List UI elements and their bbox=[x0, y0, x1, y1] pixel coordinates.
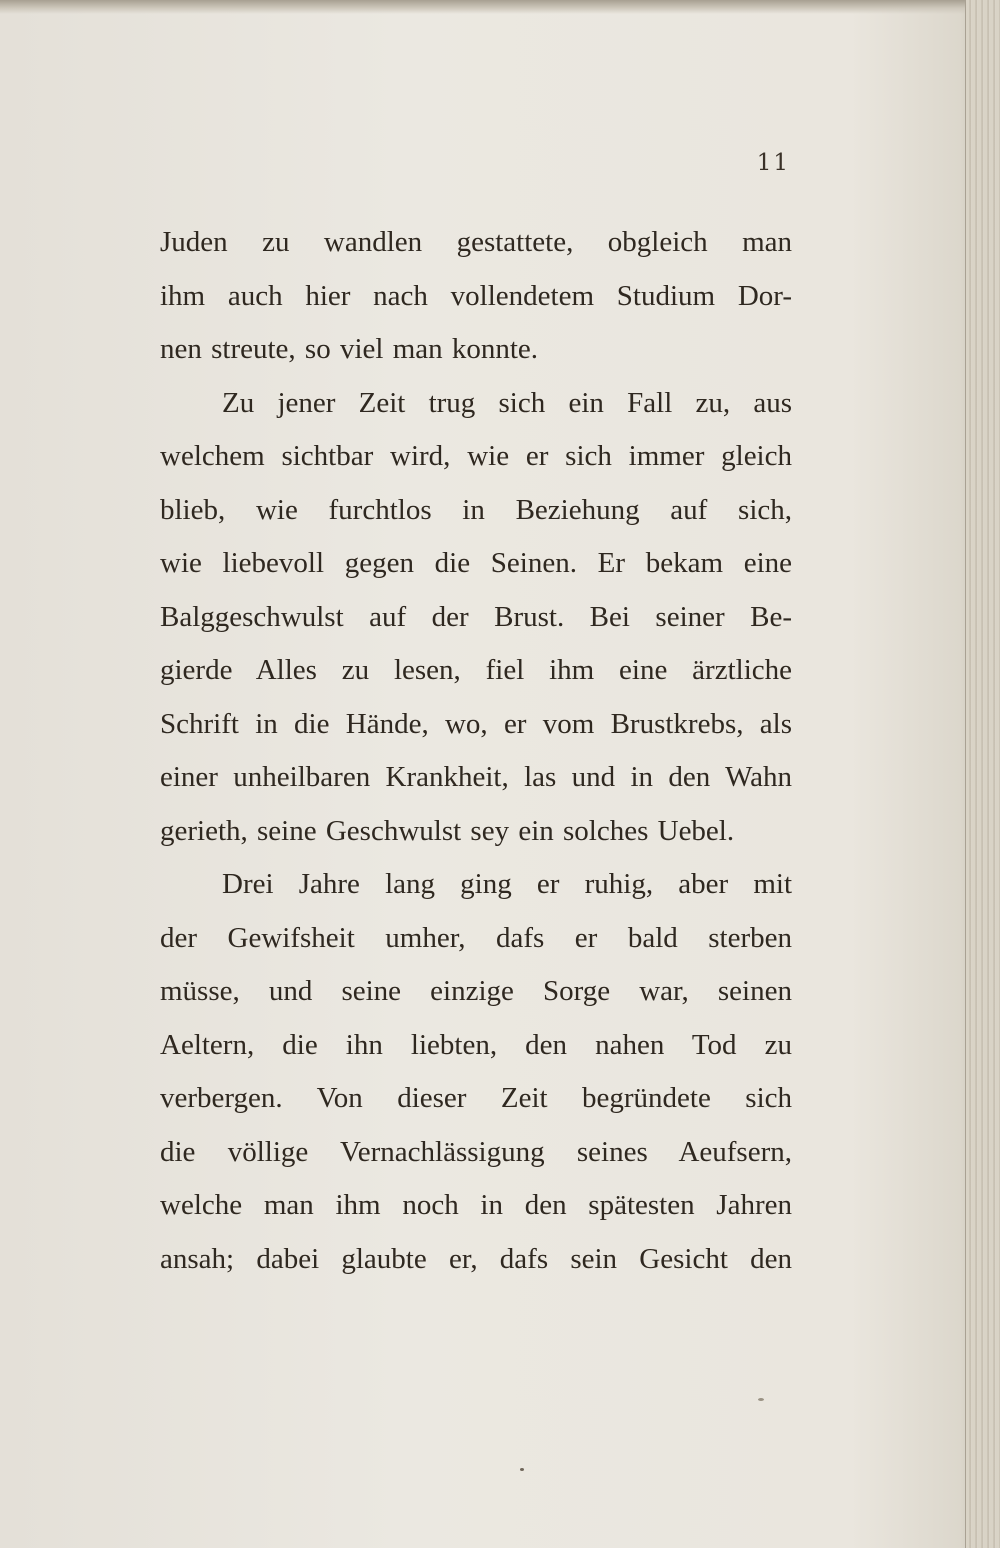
text-line: nen streute, so viel man konnte. bbox=[160, 333, 539, 365]
text-line: blieb, wie furchtlos in Beziehung auf sich, bbox=[160, 493, 792, 526]
text-line: der Gewifsheit umher, dafs er bald sterben bbox=[160, 921, 792, 954]
text-line: ansah; dabei glaubte er, dafs sein Gesicht den bbox=[160, 1242, 792, 1275]
text-line: Schrift in die Hände, wo, er vom Brustkrebs, als bbox=[160, 707, 792, 740]
paper-speck bbox=[758, 1398, 764, 1401]
text-line: verbergen. Von dieser Zeit begründete sich bbox=[160, 1082, 792, 1114]
page-number: 11 bbox=[756, 150, 790, 176]
text-line: welche man ihm noch in den spätesten Jahren bbox=[160, 1189, 792, 1221]
text-line: gerieth, seine Geschwulst sey ein solches Uebel. bbox=[160, 814, 735, 847]
text-line: ihm auch hier nach vollendetem Studium Dor- bbox=[160, 279, 792, 312]
text-line: Aeltern, die ihn liebten, den nahen Tod zu bbox=[160, 1028, 792, 1061]
text-line: Juden zu wandlen gestattete, obgleich man bbox=[160, 226, 792, 258]
paper-speck bbox=[520, 1468, 524, 1471]
text-line: einer unheilbaren Krankheit, las und in den Wahn bbox=[160, 761, 792, 793]
text-line: Zu jener Zeit trug sich ein Fall zu, aus bbox=[222, 386, 792, 419]
text-line: Balggeschwulst auf der Brust. Bei seiner Be- bbox=[160, 600, 792, 633]
text-line: müsse, und seine einzige Sorge war, seinen bbox=[160, 975, 792, 1007]
body-text bbox=[160, 216, 792, 1286]
text-line: die völlige Vernachlässigung seines Aeufsern, bbox=[160, 1135, 792, 1168]
text-line: gierde Alles zu lesen, fiel ihm eine ärztliche bbox=[160, 654, 792, 686]
page-top-edge bbox=[0, 0, 1000, 14]
text-line: welchem sichtbar wird, wie er sich immer gleich bbox=[160, 440, 792, 472]
page-stack-edge bbox=[965, 0, 1000, 1548]
text-line: Drei Jahre lang ging er ruhig, aber mit bbox=[222, 868, 792, 900]
text-line: wie liebevoll gegen die Seinen. Er bekam eine bbox=[160, 547, 792, 579]
